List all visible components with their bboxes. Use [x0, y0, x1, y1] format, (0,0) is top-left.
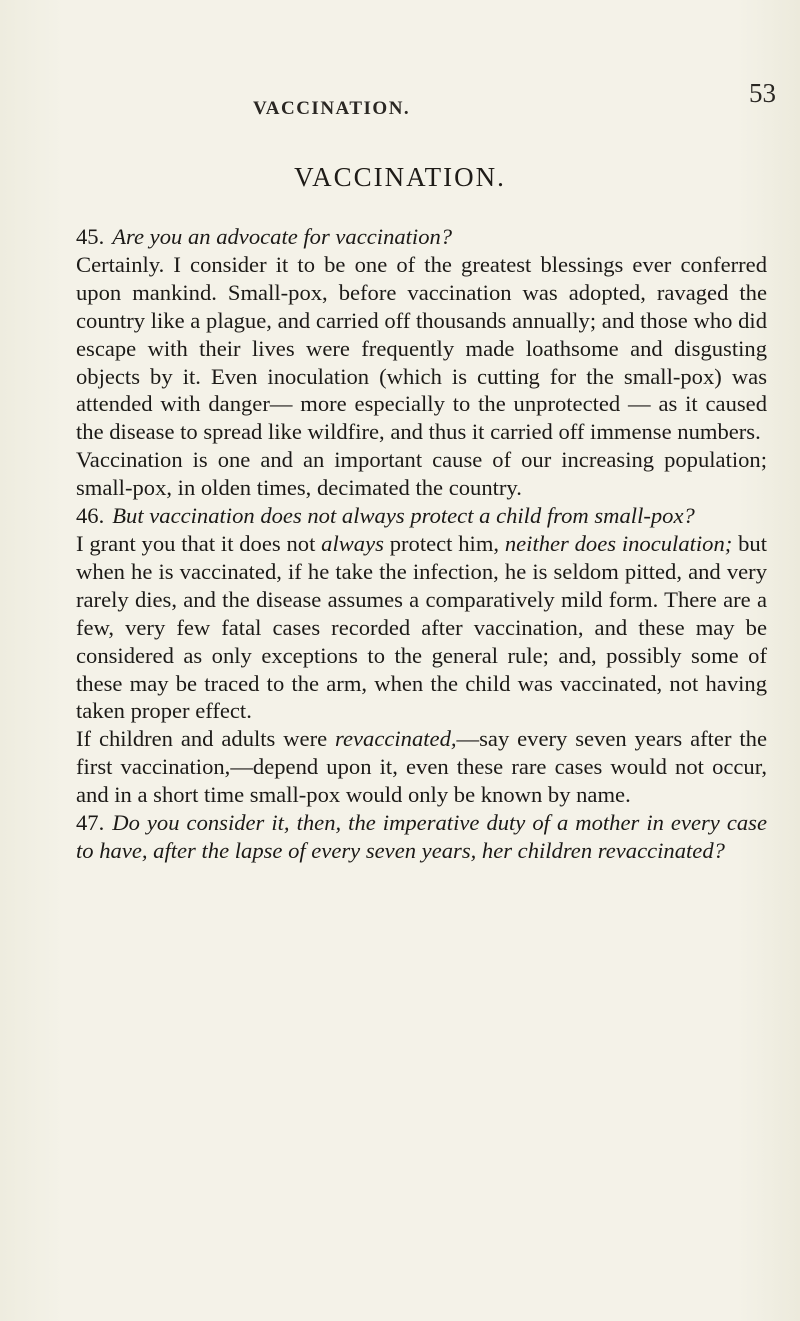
question-47 [76, 809, 767, 865]
answer-text: —say every seven years after the first vaccination,—depend upon it, even these rare cases would not occur, and in a short time small-pox would only be known by name. [76, 726, 767, 808]
answer-text: but when he is vaccinated, if he take the infection, he is seldom pitted, and very rarely dies, and the disease assumes a comparatively mild form. There are a few, very few fatal cases recorded after vaccination, and these may be considered as only exceptions to the general rule; and, possibly some of these may be traced to the arm, when the child was vaccinated, not having taken proper effect. [76, 530, 767, 724]
emphasis-text: revaccinated, [335, 726, 457, 752]
question-number: 46. [76, 503, 105, 529]
question-text: But vaccination does not always protect a child from small-pox? [112, 503, 695, 529]
answer-text: If children and adults were [76, 726, 336, 752]
chapter-heading: VACCINATION. [294, 162, 506, 192]
question-46 [76, 502, 767, 530]
running-head [76, 78, 776, 124]
answer-46-paragraph-2 [76, 725, 767, 809]
question-text: Do you consider it, then, the imperative duty of a mother in every case to have, after the lapse of every seven years, her children revaccinated? [76, 810, 767, 863]
answer-45-paragraph-2: Vaccination is one and an important cause of our increasing population; small-pox, in olden times, decimated the country. [76, 447, 767, 501]
page-number: 53 [749, 78, 776, 108]
running-head-title: VACCINATION. [253, 98, 411, 119]
emphasis-text: always [321, 530, 384, 556]
answer-45-paragraph-1: Certainly. I consider it to be one of the greatest blessings ever conferred upon mankind. Small-pox, before vaccination was adopted, ravaged the country like a plague, and carried off thousands annually; and those who did escape with their lives were frequently made loathsome and disgusting objects by it. Even inoculation (which is cutting for the small-pox) was attended with danger— more especially to the unprotected — as it caused the disease to spread like wildfire, and thus it carried off immense numbers. [76, 251, 767, 445]
answer-text: protect him, [383, 530, 505, 556]
question-number: 47. [76, 810, 105, 836]
emphasis-text: neither does inoculation; [504, 530, 733, 556]
question-text: Are you an advocate for vaccination? [112, 224, 453, 249]
answer-text: I grant you that it does not [76, 530, 322, 556]
question-45 [76, 223, 767, 251]
question-number: 45. [76, 224, 105, 249]
answer-46-paragraph-1 [76, 530, 767, 725]
body-text [76, 223, 767, 865]
